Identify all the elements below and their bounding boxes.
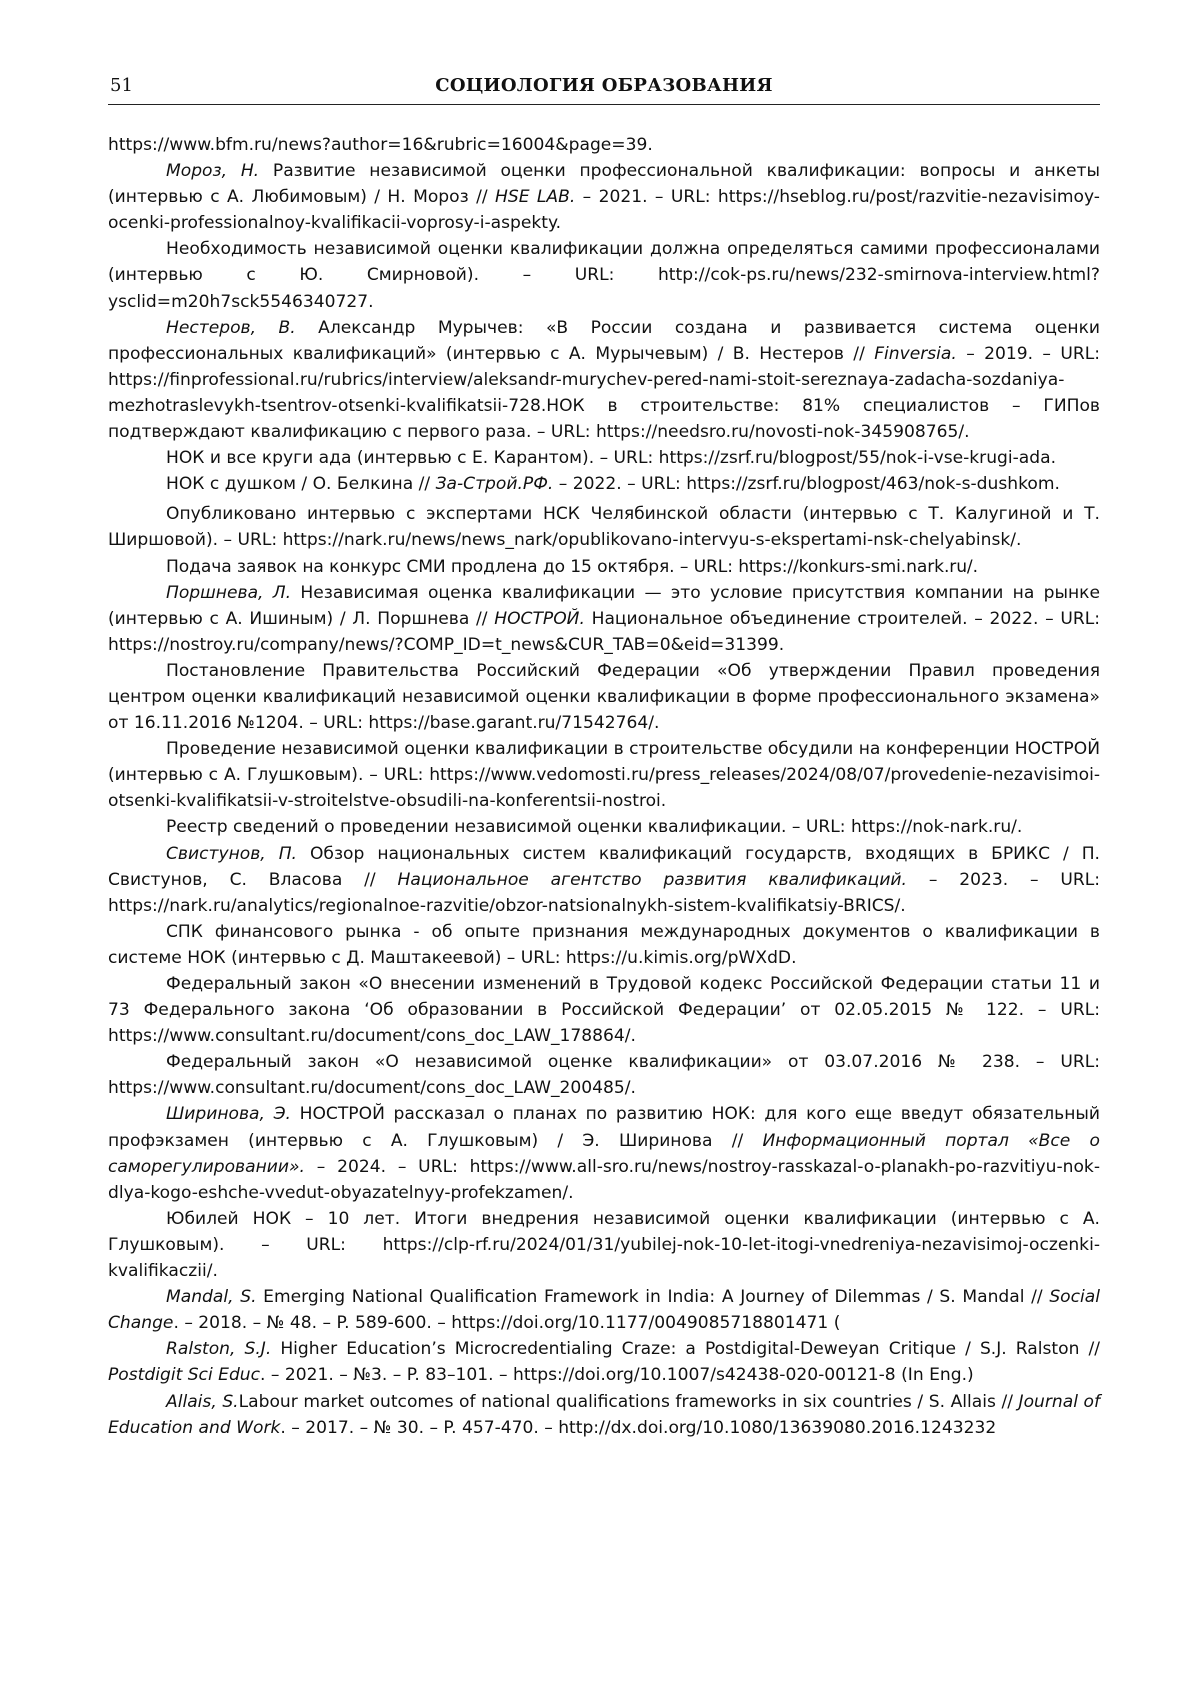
reference-item [108, 315, 1100, 445]
reference-item [108, 658, 1100, 736]
reference-text: НОСТРОЙ рассказал о планах по развитию НОК: для кого еще введут обязательный профэкзамен (интервью с А. Глушковым) / Э. Ширинова // [108, 1104, 1100, 1150]
reference-item [108, 1101, 1100, 1205]
reference-item [108, 971, 1100, 1049]
reference-item [108, 841, 1100, 919]
reference-item [108, 580, 1100, 658]
reference-author: Mandal, S. [166, 1287, 257, 1307]
reference-author: Ширинова, Э. [166, 1104, 291, 1124]
reference-author: Свистунов, П. [166, 844, 297, 864]
reference-item [108, 501, 1100, 553]
reference-text: Необходимость независимой оценки квалификации должна определяться самими профессионалами (интервью с Ю. Смирновой). – URL: http://cok-ps.ru/news/232-smirnova-interview.html?ysclid=m20h7sck5546340727. [108, 239, 1100, 311]
reference-list [108, 132, 1100, 1441]
reference-details: – 2022. – URL: https://zsrf.ru/blogpost/463/nok-s-dushkom. [553, 474, 1060, 494]
reference-source: Национальное агентство развития квалификаций. [397, 870, 907, 890]
reference-text: Развитие независимой оценки профессиональной квалификации: вопросы и анкеты (интервью с А. Любимовым) / Н. Мороз // [108, 161, 1100, 207]
reference-details: – 2021. – URL: https://hseblog.ru/post/razvitie-nezavisimoy-ocenki-professionalnoy-kvalifikacii-voprosy-i-aspekty. [108, 187, 1100, 233]
reference-text: Федеральный закон «О независимой оценке квалификации» от 03.07.2016 № 238. – URL: https://www.consultant.ru/document/cons_doc_LAW_200485/. [108, 1052, 1100, 1098]
reference-item [108, 1389, 1100, 1441]
reference-source: НОСТРОЙ. [494, 609, 585, 629]
reference-source: Информационный портал «Все о саморегулировании». [108, 1131, 1100, 1177]
page-header [108, 70, 1100, 105]
reference-author: Allais, S. [166, 1392, 239, 1412]
reference-details: . – 2018. – № 48. – P. 589-600. – https://doi.org/10.1177/0049085718801471 ( [173, 1313, 840, 1333]
reference-author: Мороз, Н. [166, 161, 259, 181]
reference-item [108, 1206, 1100, 1284]
reference-item [108, 919, 1100, 971]
reference-item [108, 132, 1100, 158]
reference-item [108, 236, 1100, 314]
reference-source: Journal of Education and Work [108, 1392, 1100, 1438]
reference-text: Федеральный закон «О внесении изменений в Трудовой кодекс Российской Федерации статьи 11 и 73 Федерального закона ‘Об образовании в Российской Федерации’ от 02.05.2015 № 122. – URL: https://www.consultant.ru/document/cons_doc_LAW_178864/. [108, 974, 1100, 1046]
reference-details: . – 2021. – №3. – P. 83–101. – https://doi.org/10.1007/s42438-020-00121-8 (In Eng.) [260, 1365, 974, 1385]
journal-page [0, 0, 1200, 1697]
reference-text: Независимая оценка квалификации — это условие присутствия компании на рынке (интервью с А. Ишиным) / Л. Поршнева // [108, 583, 1100, 629]
reference-text: Постановление Правительства Российский Федерации «Об утверждении Правил проведения центром оценки квалификаций независимой оценки квалификации в форме профессионального экзамена» от 16.11.2016 №1204. – URL: https://base.garant.ru/71542764/. [108, 661, 1100, 733]
reference-details: . – 2017. – № 30. – P. 457-470. – http://dx.doi.org/10.1080/13639080.2016.1243232 [280, 1418, 996, 1438]
reference-text: НОК и все круги ада (интервью с Е. Карантом). – URL: https://zsrf.ru/blogpost/55/nok-i-vse-krugi-ada. [166, 448, 1056, 468]
reference-item [108, 1284, 1100, 1336]
reference-details: Национальное объединение строителей. – 2022. – URL: https://nostroy.ru/company/news/?COMP_ID=t_news&CUR_TAB=0&eid=31399. [108, 609, 1100, 655]
page-number: 51 [110, 75, 133, 96]
reference-text: Подача заявок на конкурс СМИ продлена до 15 октября. – URL: https://konkurs-smi.nark.ru/. [166, 557, 978, 577]
reference-text: Проведение независимой оценки квалификации в строительстве обсудили на конференции НОСТРОЙ (интервью с А. Глушковым). – URL: https://www.vedomosti.ru/press_releases/2024/08/07/provedenie-nezavisimoi-otsenki-kvalifikatsii-v-stroitelstve-obsudili-na-konferentsii-nostroi. [108, 739, 1100, 811]
reference-text: Александр Мурычев: «В России создана и развивается система оценки профессиональных квалификаций» (интервью с А. Мурычевым) / В. Нестеров // [108, 318, 1100, 364]
reference-source: Social Change [108, 1287, 1100, 1333]
reference-item [108, 158, 1100, 236]
reference-item [108, 1049, 1100, 1101]
reference-author: Ralston, S.J. [166, 1339, 271, 1359]
reference-text: Emerging National Qualification Framework in India: A Journey of Dilemmas / S. Mandal // [257, 1287, 1050, 1307]
reference-text: Реестр сведений о проведении независимой оценки квалификации. – URL: https://nok-nark.ru/. [166, 817, 1022, 837]
reference-item [108, 814, 1100, 840]
reference-source: HSE LAB. [495, 187, 575, 207]
reference-source: Postdigit Sci Educ [108, 1365, 260, 1385]
reference-details: – 2024. – URL: https://www.all-sro.ru/news/nostroy-rasskazal-o-planakh-po-razvitiyu-nok-dlya-kogo-eshche-vvedut-obyazatelnyy-profekzamen/. [108, 1157, 1100, 1203]
reference-text: Higher Education’s Microcredentialing Craze: a Postdigital-Deweyan Critique / S.J. Ralston // [271, 1339, 1100, 1359]
reference-text: СПК финансового рынка - об опыте признания международных документов о квалификации в системе НОК (интервью с Д. Маштакеевой) – URL: https://u.kimis.org/pWXdD. [108, 922, 1100, 968]
reference-source: Finversia. [874, 344, 957, 364]
reference-text: НОК с душком / О. Белкина // [166, 474, 436, 494]
reference-item [108, 554, 1100, 580]
reference-text: Юбилей НОК – 10 лет. Итоги внедрения независимой оценки квалификации (интервью с А. Глушковым). – URL: https://clp-rf.ru/2024/01/31/yubilej-nok-10-let-itogi-vnedreniya-nezavisimoj-oczenki-kvalifikaczii/. [108, 1209, 1100, 1281]
reference-details: – 2023. – URL: https://nark.ru/analytics/regionalnoe-razvitie/obzor-natsionalnykh-sistem-kvalifikatsiy-BRICS/. [108, 870, 1100, 916]
reference-item [108, 1336, 1100, 1388]
reference-item [108, 736, 1100, 814]
journal-title: СОЦИОЛОГИЯ ОБРАЗОВАНИЯ [108, 75, 1100, 96]
reference-text: Опубликовано интервью с экспертами НСК Челябинской области (интервью с Т. Калугиной и Т. Ширшовой). – URL: https://nark.ru/news/news_nark/opublikovano-intervyu-s-ekspertami-nsk-chelyabinsk/. [108, 504, 1100, 550]
reference-author: Нестеров, В. [166, 318, 296, 338]
reference-text: Обзор национальных систем квалификаций государств, входящих в БРИКС / П. Свистунов, С. Власова // [108, 844, 1100, 890]
reference-text: https://www.bfm.ru/news?author=16&rubric=16004&page=39. [108, 135, 653, 155]
reference-item [108, 471, 1100, 497]
reference-author: Поршнева, Л. [166, 583, 291, 603]
reference-text: Labour market outcomes of national qualifications frameworks in six countries / S. Allais // [239, 1392, 1019, 1412]
reference-source: За-Строй.РФ. [436, 474, 554, 494]
reference-item [108, 445, 1100, 471]
reference-details: – 2019. – URL: https://finprofessional.ru/rubrics/interview/aleksandr-murychev-pered-nami-stoit-sereznaya-zadacha-sozdaniya-mezhotraslevykh-tsentrov-otsenki-kvalifikatsii-728.НОК в строительстве: 81% специалистов – ГИПов подтверждают квалификацию с первого раза. – URL: https://needsro.ru/novosti-nok-345908765/. [108, 344, 1100, 442]
